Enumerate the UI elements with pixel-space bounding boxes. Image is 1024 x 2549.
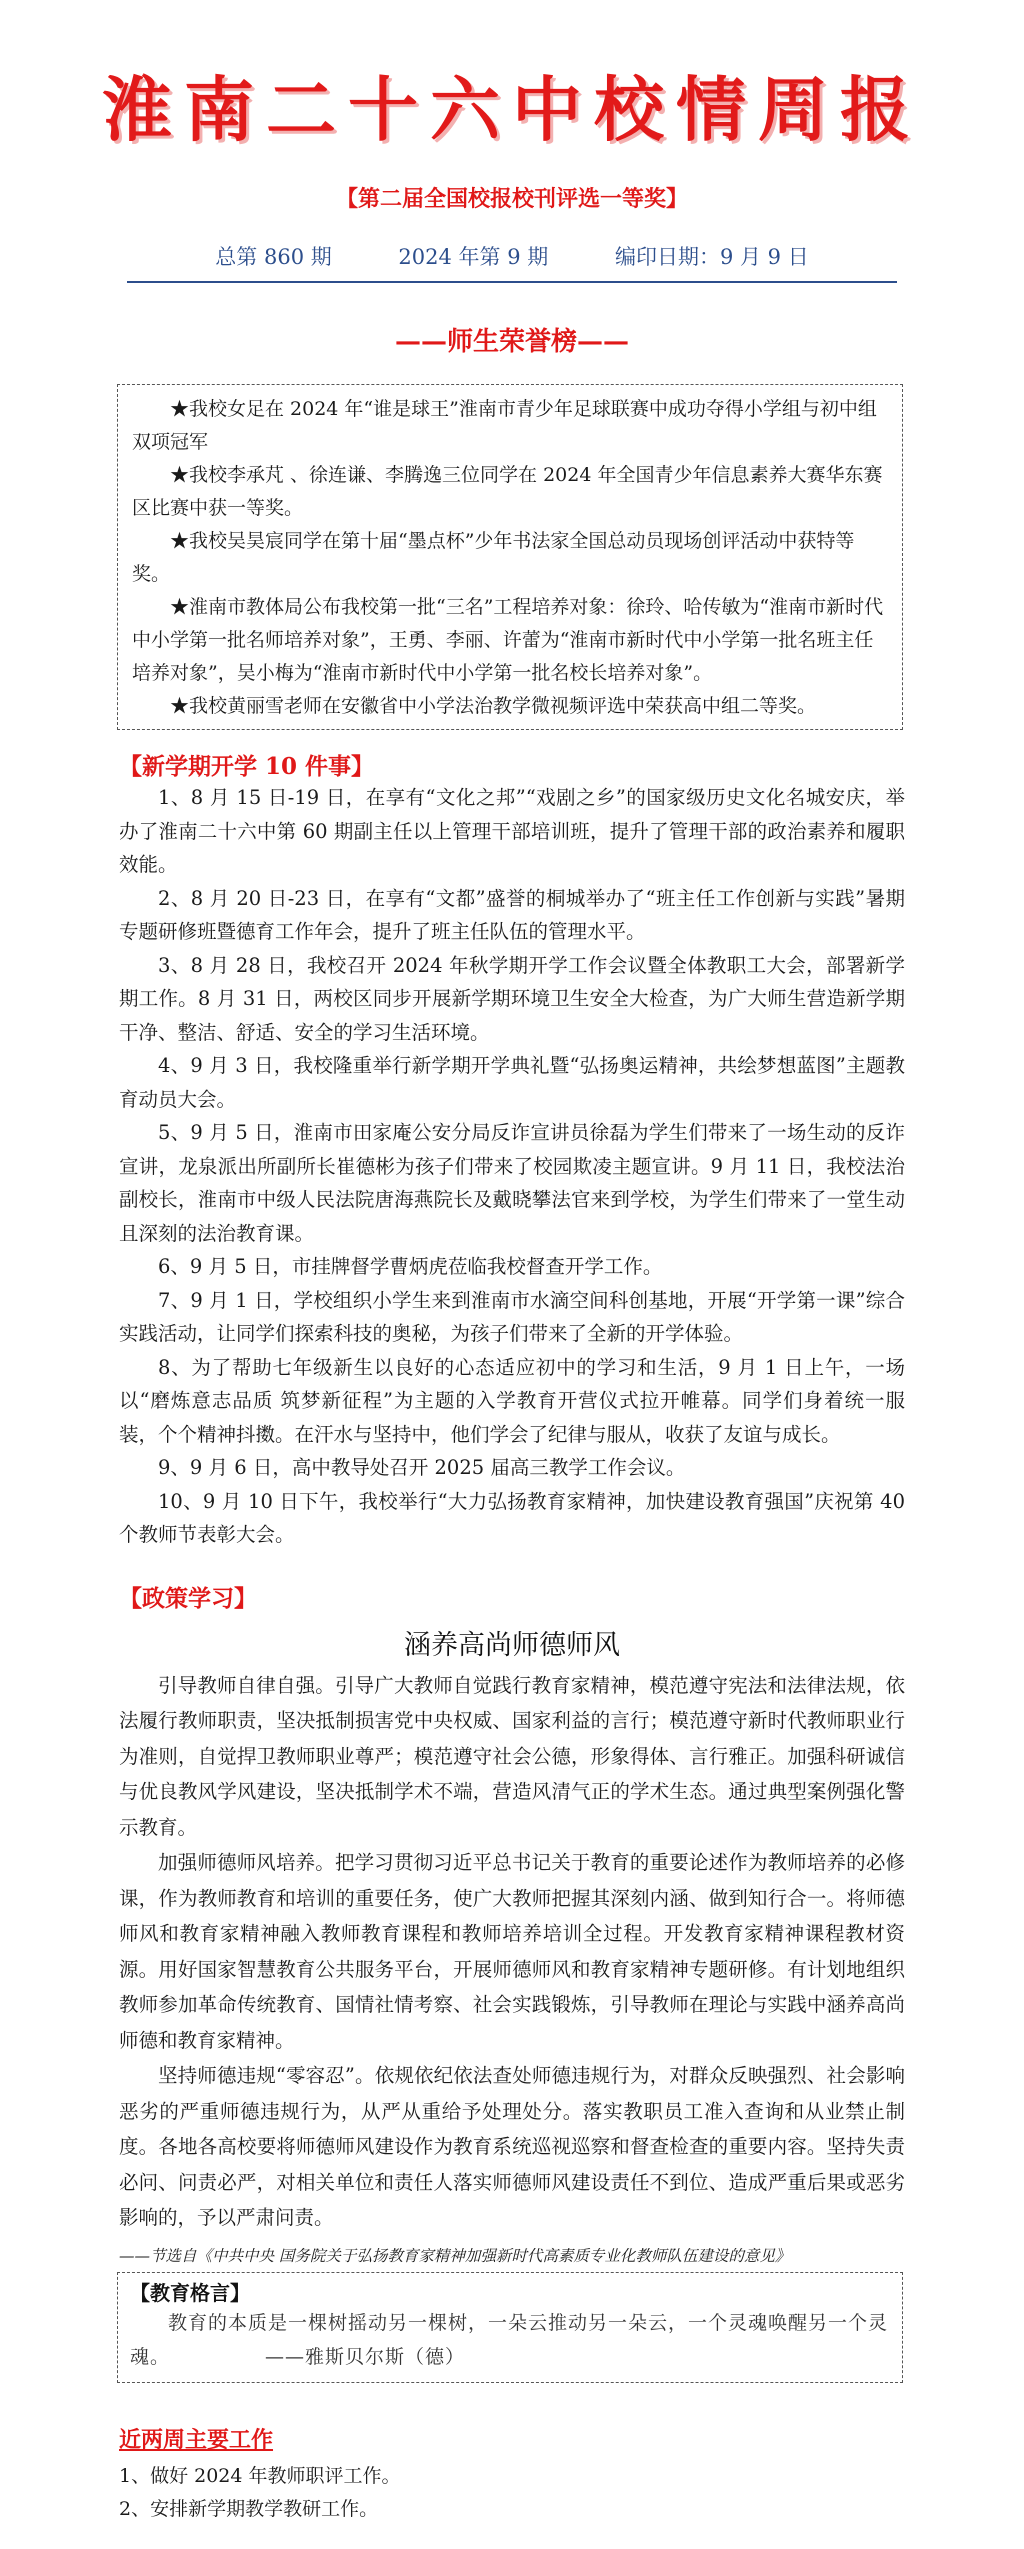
masthead — [0, 0, 1024, 283]
policy-paragraph: 加强师德师风培养。把学习贯彻习近平总书记关于教育的重要论述作为教师培养的必修课，作为教师教育和培训的重要任务，使广大教师把握其深刻内涵、做到知行合一。将师德师风和教育家精神融入教师教育课程和教师培养培训全过程。开发教育家精神课程教材资源。用好国家智慧教育公共服务平台，开展师德师风和教育家精神专题研修。有计划地组织教师参加革命传统教育、国情社情考察、社会实践锻炼，引导教师在理论与实践中涵养高尚师德和教育家精神。 — [119, 1851, 905, 2052]
policy-source: ——节选自《中共中央 国务院关于弘扬教育家精神加强新时代高素质专业化教师队伍建设的意见》 — [119, 2246, 791, 2265]
motto-label: 【教育格言】 — [130, 2280, 250, 2305]
motto-quote: 教育的本质是一棵树摇动另一棵树，一朵云推动另一朵云，一个灵魂唤醒另一个灵魂。 — [130, 2311, 889, 2368]
news-list — [119, 781, 905, 1552]
print-date: 编印日期：9 月 9 日 — [614, 245, 809, 269]
honor-item: ★我校李承芃 、徐连谦、李腾逸三位同学在 2024 年全国青少年信息素养大赛华东赛区比赛中获一等奖。 — [132, 464, 883, 519]
motto-author: ——雅斯贝尔斯（德） — [265, 2345, 466, 2368]
award-line: 【第二届全国校报校刊评选一等奖】 — [335, 187, 688, 212]
honor-item: ★我校女足在 2024 年“谁是球王”淮南市青少年足球联赛中成功夺得小学组与初中组双项冠军 — [132, 398, 877, 453]
honor-item: ★我校黄丽雪老师在安徽省中小学法治教学微视频评选中荣获高中组二等奖。 — [170, 695, 817, 717]
policy-heading: 【政策学习】 — [119, 1584, 257, 1612]
news-item: 6、9 月 5 日，市挂牌督学曹炳虎莅临我校督查开学工作。 — [158, 1255, 663, 1278]
news-item: 1、8 月 15 日-19 日，在享有“文化之邦”“戏剧之乡”的国家级历史文化名城安庆，举办了淮南二十六中第 60 期副主任以上管理干部培训班，提升了管理干部的政治素养和履职效能。 — [119, 786, 905, 876]
motto-text — [130, 2306, 890, 2374]
honor-item: ★淮南市教体局公布我校第一批“三名”工程培养对象：徐玲、哈传敏为“淮南市新时代中小学第一批名师培养对象”，王勇、李丽、许蕾为“淮南市新时代中小学第一批名班主任培养对象”，吴小梅为“淮南市新时代中小学第一批名校长培养对象”。 — [132, 596, 884, 684]
motto-box — [117, 2272, 903, 2383]
issue-year: 2024 年第 9 期 — [398, 245, 549, 269]
news-heading: 【新学期开学 10 件事】 — [119, 753, 375, 780]
honor-box — [117, 384, 903, 730]
news-item: 3、8 月 28 日，我校召开 2024 年秋学期开学工作会议暨全体教职工大会，部署新学期工作。8 月 31 日，两校区同步开展新学期环境卫生安全大检查，为广大师生营造新学期干净、整洁、舒适、安全的学习生活环境。 — [119, 953, 905, 1044]
news-item: 2、8 月 20 日-23 日，在享有“文都”盛誉的桐城举办了“班主任工作创新与实践”暑期专题研修班暨德育工作年会，提升了班主任队伍的管理水平。 — [119, 886, 905, 943]
policy-paragraph: 坚持师德违规“零容忍”。依规依纪依法查处师德违规行为，对群众反映强烈、社会影响恶劣的严重师德违规行为，从严从重给予处理处分。落实教职员工准入查询和从业禁止制度。各地各高校要将师德师风建设作为教育系统巡视巡察和督查检查的重要内容。坚持失责必问、问责必严，对相关单位和责任人落实师德师风建设责任不到位、造成严重后果或恶劣影响的，予以严肃问责。 — [119, 2064, 905, 2229]
issue-total: 总第 860 期 — [215, 245, 332, 269]
work-list — [119, 2460, 1024, 2526]
news-item: 9、9 月 6 日，高中教导处召开 2025 届高三教学工作会议。 — [158, 1456, 686, 1479]
policy-article — [119, 1668, 905, 2236]
news-item: 8、为了帮助七年级新生以良好的心态适应初中的学习和生活，9 月 1 日上午，一场以“磨炼意志品质 筑梦新征程”为主题的入学教育开营仪式拉开帷幕。同学们身着统一服装，个个精神抖擞。在汗水与坚持中，他们学会了纪律与服从，收获了友谊与成长。 — [119, 1355, 905, 1446]
policy-paragraph: 引导教师自律自强。引导广大教师自觉践行教育家精神，模范遵守宪法和法律法规，依法履行教师职责，坚决抵制损害党中央权威、国家利益的言行；模范遵守新时代教师职业行为准则，自觉捍卫教师职业尊严；模范遵守社会公德，形象得体、言行雅正。加强科研诚信与优良教风学风建设，坚决抵制学术不端，营造风清气正的学术生态。通过典型案例强化警示教育。 — [119, 1673, 905, 1839]
work-item: 2、安排新学期教学教研工作。 — [119, 2497, 379, 2520]
news-item: 4、9 月 3 日，我校隆重举行新学期开学典礼暨“弘扬奥运精神，共绘梦想蓝图”主题教育动员大会。 — [119, 1054, 905, 1111]
issue-info — [127, 241, 897, 283]
work-item: 1、做好 2024 年教师职评工作。 — [119, 2464, 401, 2487]
newspaper-title: 淮南二十六中校情周报 — [102, 69, 922, 151]
news-item: 10、9 月 10 日下午，我校举行“大力弘扬教育家精神，加快建设教育强国”庆祝第 40 个教师节表彰大会。 — [119, 1489, 905, 1546]
honor-item: ★我校吴昊宸同学在第十届“墨点杯”少年书法家全国总动员现场创评活动中获特等奖。 — [132, 530, 855, 585]
news-item: 5、9 月 5 日，淮南市田家庵公安分局反诈宣讲员徐磊为学生们带来了一场生动的反诈宣讲，龙泉派出所副所长崔德彬为孩子们带来了校园欺凌主题宣讲。9 月 11 日，我校法治副校长，淮南市中级人民法院唐海燕院长及戴晓攀法官来到学校，为学生们带来了一堂生动且深刻的法治教育课。 — [119, 1121, 905, 1245]
article-title: 涵养高尚师德师风 — [404, 1629, 620, 1661]
work-heading: 近两周主要工作 — [119, 2426, 274, 2453]
news-item: 7、9 月 1 日，学校组织小学生来到淮南市水滴空间科创基地，开展“开学第一课”综合实践活动，让同学们探索科技的奥秘，为孩子们带来了全新的开学体验。 — [119, 1288, 905, 1345]
honor-heading: ——师生荣誉榜—— — [394, 327, 629, 357]
